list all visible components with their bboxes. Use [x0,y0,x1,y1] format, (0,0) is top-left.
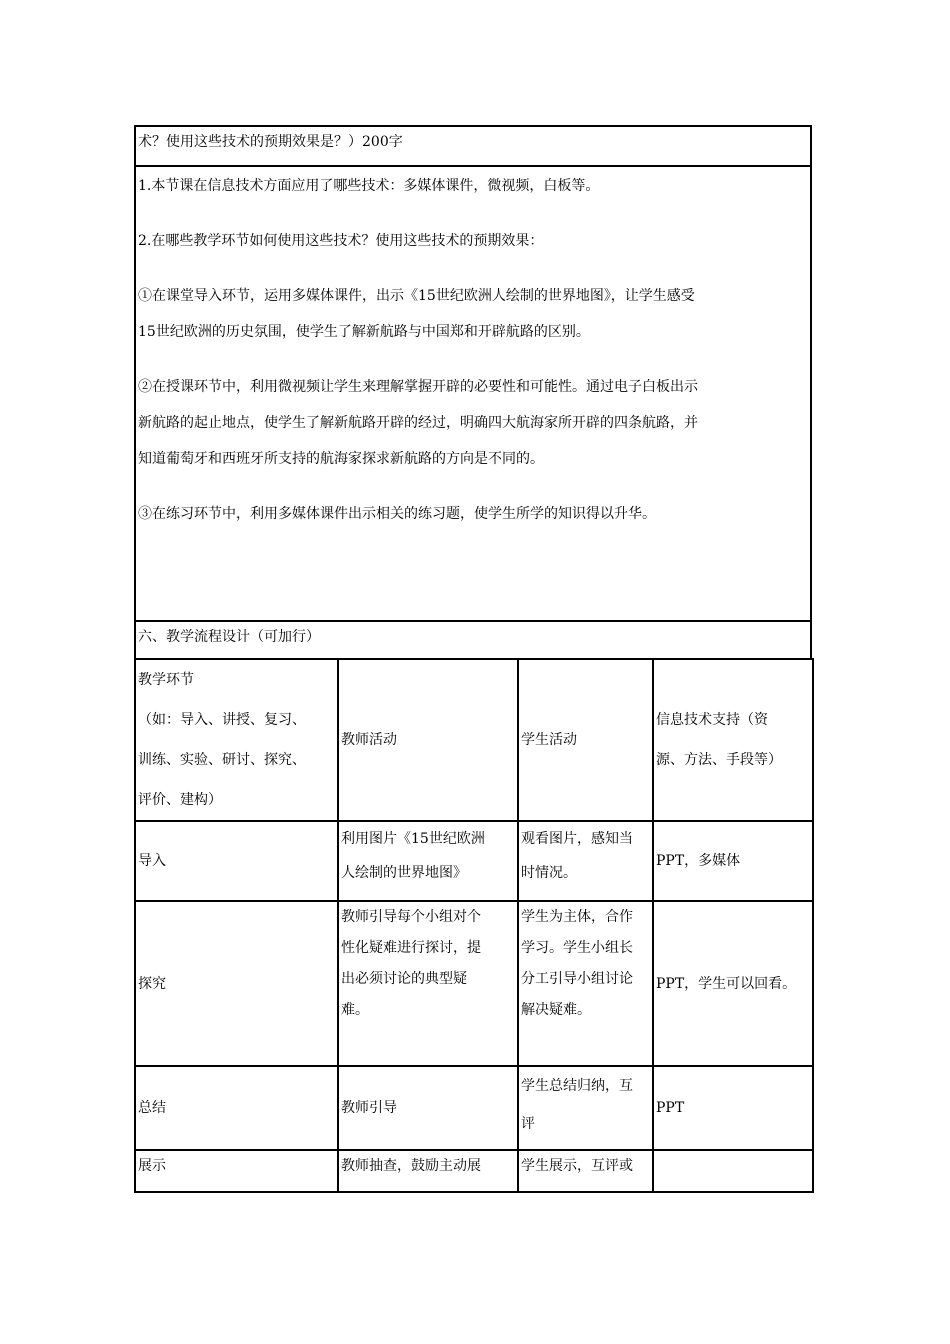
row-student-line: 解决疑难。 [521,1002,591,1018]
section6-title-text: 六、教学流程设计（可加行） [138,629,320,645]
row-student-line: 学生总结归纳，互 [521,1078,633,1094]
paragraph-4b: 新航路的起止地点，使学生了解新航路开辟的经过，明确四大航海家所开辟的四条航路，并 [138,415,698,431]
row-teacher [338,821,518,901]
table-row [135,901,813,1066]
row-student [518,821,653,901]
table-row [135,1150,813,1192]
row-student-line: 评 [521,1116,535,1132]
row-tech: PPT，多媒体 [653,821,813,901]
paragraph-4c: 知道葡萄牙和西班牙所支持的航海家探求新航路的方向是不同的。 [138,451,544,467]
table-row [135,821,813,901]
row-teacher-line: 教师引导每个小组对个 [341,909,481,925]
row-student-line: 观看图片，感知当 [521,831,633,847]
row-stage: 总结 [135,1066,338,1150]
table-header-row [135,659,813,821]
row-student [518,1066,653,1150]
row-student-line: 时情况。 [521,865,577,881]
row-teacher: 教师引导 [338,1066,518,1150]
section5-header [134,125,812,165]
paragraph-1: 1.本节课在信息技术方面应用了哪些技术：多媒体课件，微视频，白板等。 [138,178,600,194]
header-stage-line: （如：导入、讲授、复习、 [138,712,306,728]
paragraph-4a: ②在授课环节中，利用微视频让学生来理解掌握开辟的必要性和可能性。通过电子白板出示 [138,379,698,395]
row-teacher-line: 性化疑难进行探讨，提 [341,940,481,956]
row-student-line: 学生为主体，合作 [521,909,633,925]
row-tech: PPT [653,1066,813,1150]
section5-body [134,165,812,620]
header-stage [135,659,338,821]
paragraph-5: ③在练习环节中，利用多媒体课件出示相关的练习题，使学生所学的知识得以升华。 [138,506,656,522]
header-teacher: 教师活动 [338,659,518,821]
header-stage-line: 评价、建构） [138,792,222,808]
header-student: 学生活动 [518,659,653,821]
section5-header-text: 术？使用这些技术的预期效果是？）200字 [138,134,403,150]
header-stage-line: 训练、实验、研讨、探究、 [138,752,306,768]
header-stage-line: 教学环节 [138,672,194,688]
paragraph-3b: 15世纪欧洲的历史氛围，使学生了解新航路与中国郑和开辟航路的区别。 [138,324,590,340]
row-teacher: 教师抽查，鼓励主动展 [338,1150,518,1192]
row-teacher [338,901,518,1066]
header-tech [653,659,813,821]
row-tech: PPT，学生可以回看。 [653,901,813,1066]
row-teacher-line: 人绘制的世界地图》 [341,865,467,881]
header-tech-line: 信息技术支持（资 [656,712,768,728]
header-tech-line: 源、方法、手段等） [656,752,782,768]
lesson-plan-frame [134,125,812,1193]
row-student-line: 学习。学生小组长 [521,940,633,956]
row-stage: 展示 [135,1150,338,1192]
row-teacher-line: 利用图片《15世纪欧洲 [341,831,485,847]
row-student: 学生展示，互评或 [518,1150,653,1192]
row-stage: 导入 [135,821,338,901]
row-tech [653,1150,813,1192]
row-teacher-line: 难。 [341,1002,369,1018]
row-student [518,901,653,1066]
section6-title [134,620,812,658]
row-student-line: 分工引导小组讨论 [521,971,633,987]
row-stage: 探究 [135,901,338,1066]
paragraph-3a: ①在课堂导入环节，运用多媒体课件，出示《15世纪欧洲人绘制的世界地图》，让学生感受 [138,288,695,304]
table-row [135,1066,813,1150]
teaching-flow-table [134,658,814,1193]
row-teacher-line: 出必须讨论的典型疑 [341,971,467,987]
paragraph-2: 2.在哪些教学环节如何使用这些技术？使用这些技术的预期效果： [138,233,544,249]
